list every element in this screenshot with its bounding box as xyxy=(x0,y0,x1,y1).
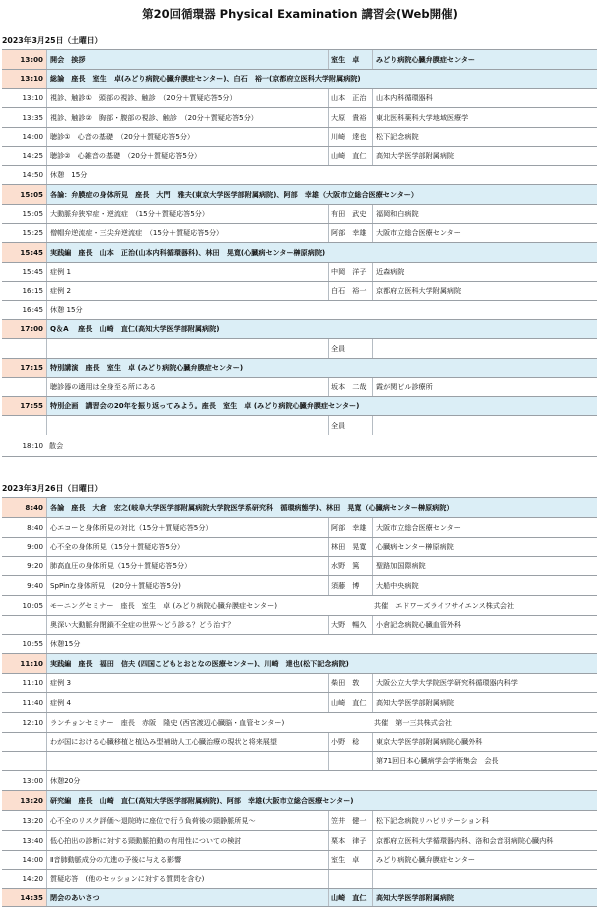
schedule-row xyxy=(2,810,597,830)
affiliation-cell: 高知大学医学部附属病院 xyxy=(372,889,597,906)
time-cell: 14:50 xyxy=(22,170,43,180)
time-cell: 13:10 xyxy=(22,93,43,103)
schedule-row xyxy=(2,204,597,223)
time-cell: 11:10 xyxy=(2,654,46,673)
session-title-cell: 特別講演 座長 室生 卓 (みどり病院心臓弁膜症センター) xyxy=(46,359,597,377)
speaker-name-cell: 柴田 敦 xyxy=(328,674,372,692)
sponsor-cell: 共催 エドワーズライフサイエンス株式会社 xyxy=(374,600,515,610)
time-cell: 15:45 xyxy=(2,243,46,262)
time-cell: 13:35 xyxy=(22,112,43,122)
day1-schedule-table xyxy=(2,49,597,457)
time-cell: 10:05 xyxy=(22,600,43,610)
session-row xyxy=(2,712,597,732)
schedule-row xyxy=(2,732,597,751)
time-cell xyxy=(2,733,46,751)
content-cell: 肺高血圧の身体所見（15分＋質疑応答5分） xyxy=(46,557,328,575)
affiliation-cell xyxy=(372,339,597,358)
schedule-row xyxy=(2,435,597,457)
speaker-name-cell: 山本 正治 xyxy=(328,89,372,107)
affiliation-cell: みどり病院心臓弁膜症センター xyxy=(372,50,597,69)
schedule-row xyxy=(2,377,597,396)
time-cell: 15:05 xyxy=(22,209,43,219)
schedule-row xyxy=(2,223,597,242)
schedule-row xyxy=(2,107,597,127)
session-row xyxy=(2,242,597,262)
session-title-cell: モーニングセミナー 座長 室生 卓 (みどり病院心臓弁膜症センター) xyxy=(46,596,372,615)
affiliation-cell: 京都府立医科大学循環器内科、洛和会音羽病院心臓内科 xyxy=(372,831,597,850)
speaker-name-cell: 水野 篤 xyxy=(328,557,372,575)
speaker-name-cell: 林田 晃寛 xyxy=(328,538,372,556)
content-cell: 症例 1 xyxy=(46,263,328,281)
time-cell: 13:40 xyxy=(22,835,43,845)
session-row xyxy=(2,595,597,615)
speaker-name-cell xyxy=(328,752,372,770)
content-cell: 散会 xyxy=(49,440,64,450)
content-cell xyxy=(46,339,328,358)
session-row xyxy=(2,358,597,377)
affiliation-cell: 心臓病センター榊原病院 xyxy=(372,538,597,556)
session-title-cell: Q＆A 座長 山崎 直仁(高知大学医学部附属病院) xyxy=(46,320,597,338)
time-cell: 14:25 xyxy=(22,151,43,161)
time-cell: 8:40 xyxy=(2,498,46,517)
time-cell: 13:00 xyxy=(2,50,46,69)
time-cell: 14:00 xyxy=(22,132,43,142)
time-cell: 11:10 xyxy=(22,678,43,688)
speaker-name-cell: 山崎 直仁 xyxy=(328,889,372,906)
day2-date: 2023年3月26日（日曜日） xyxy=(2,484,103,493)
speaker-name-cell: 坂本 二哉 xyxy=(328,378,372,396)
session-row xyxy=(2,497,597,517)
speaker-name-cell: 全員 xyxy=(328,339,372,358)
session-title-cell: 各論 座長 大倉 宏之(岐阜大学医学部附属病院大学院医学系研究科 循環病態学)、林田 晃寛（心臓病センター榊原病院） xyxy=(46,498,597,517)
content-cell xyxy=(46,752,328,770)
day1-date: 2023年3月25日（土曜日） xyxy=(2,36,103,45)
schedule-row xyxy=(2,906,597,907)
content-cell: 症例 4 xyxy=(46,693,328,712)
affiliation-cell: 東京大学医学部附属病院心臓外科 xyxy=(372,733,597,751)
schedule-row xyxy=(2,751,597,770)
speaker-name-cell: 山崎 直仁 xyxy=(328,693,372,712)
speaker-name-cell: 笠井 健一 xyxy=(328,811,372,830)
content-cell: わが国における心臓移植と植込み型補助人工心臓治療の現状と将来展望 xyxy=(46,733,328,751)
schedule-row xyxy=(2,869,597,888)
session-row xyxy=(2,49,597,69)
session-title-cell: 特別企画 講習会の20年を振り返ってみよう。座長 室生 卓 (みどり病院心臓弁膜症センター) xyxy=(46,397,597,415)
time-cell: 16:15 xyxy=(22,286,43,296)
speaker-name-cell: 大野 暢久 xyxy=(328,616,372,634)
time-cell xyxy=(2,616,46,634)
content-cell: Ⅱ音肺動脈成分の亢進の予後に与える影響 xyxy=(46,851,328,869)
affiliation-cell: 聖路加国際病院 xyxy=(372,557,597,575)
speaker-name-cell: 全員 xyxy=(328,416,372,435)
schedule-row xyxy=(2,146,597,165)
affiliation-cell xyxy=(372,870,597,888)
break-row xyxy=(2,300,597,319)
time-cell: 13:00 xyxy=(22,775,43,785)
schedule-row xyxy=(2,830,597,850)
time-cell: 15:05 xyxy=(2,185,46,204)
content-cell: 症例 3 xyxy=(46,674,328,692)
content-cell: 開会 挨拶 xyxy=(46,50,328,69)
break-row xyxy=(2,770,597,790)
affiliation-cell: 小倉記念病院心臓血管外科 xyxy=(372,616,597,634)
speaker-name-cell: 小野 稔 xyxy=(328,733,372,751)
schedule-row xyxy=(2,556,597,575)
session-title-cell: 実践編 座長 福田 信夫 (四国こどもとおとなの医療センター)、川崎 達也(松下記念病院) xyxy=(46,654,597,673)
affiliation-cell: 京都府立医科大学附属病院 xyxy=(372,282,597,300)
schedule-row xyxy=(2,517,597,537)
content-cell: 低心拍出の診断に対する頸動脈拍動の有用性についての検討 xyxy=(46,831,328,850)
time-cell xyxy=(2,416,46,435)
time-cell: 14:35 xyxy=(2,889,46,906)
time-cell: 10:55 xyxy=(22,639,43,649)
time-cell: 17:15 xyxy=(2,359,46,377)
time-cell: 9:00 xyxy=(27,542,43,552)
content-cell xyxy=(46,416,328,435)
content-cell: 僧帽弁逆流症・三尖弁逆流症 （15分＋質疑応答5分） xyxy=(46,224,328,242)
session-title-cell: ランチョンセミナー 座長 赤阪 隆史 (西宮渡辺心臓脳・血管センター) xyxy=(46,713,372,732)
speaker-name-cell: 山崎 直仁 xyxy=(328,147,372,165)
speaker-name-cell: 室生 卓 xyxy=(328,851,372,869)
time-cell: 12:10 xyxy=(22,717,43,727)
time-cell: 15:45 xyxy=(22,267,43,277)
time-cell: 16:45 xyxy=(22,305,43,315)
affiliation-cell xyxy=(372,416,597,435)
affiliation-cell: 福岡和白病院 xyxy=(372,205,597,223)
session-title-cell: 総論 座長 室生 卓(みどり病院心臓弁膜症センター)、白石 裕一(京都府立医科大学附属病院) xyxy=(46,70,597,88)
session-row xyxy=(2,790,597,810)
schedule-row xyxy=(2,281,597,300)
schedule-row xyxy=(2,415,597,435)
speaker-name-cell xyxy=(328,870,372,888)
time-cell xyxy=(2,752,46,770)
time-cell: 14:00 xyxy=(22,855,43,865)
affiliation-cell: 近森病院 xyxy=(372,263,597,281)
session-title-cell: 各論：弁膜症の身体所見 座長 大門 雅夫(東京大学医学部附属病院)、阿部 幸雄（大阪市立総合医療センター） xyxy=(46,185,597,204)
schedule-row xyxy=(2,615,597,634)
affiliation-cell: 大船中央病院 xyxy=(372,576,597,595)
session-title-cell: 実践編 座長 山本 正治(山本内科循環器科)、林田 晃寛(心臓病センター榊原病院) xyxy=(46,243,597,262)
content-cell: 心不全のリスク評価〜退院時に座位で行う負荷後の頸静脈所見〜 xyxy=(46,811,328,830)
session-row xyxy=(2,396,597,415)
affiliation-cell: 東北医科薬科大学地域医療学 xyxy=(372,108,597,127)
session-row xyxy=(2,184,597,204)
affiliation-cell: 松下記念病院 xyxy=(372,128,597,146)
time-cell: 9:20 xyxy=(27,561,43,571)
schedule-row xyxy=(2,262,597,281)
time-cell: 17:55 xyxy=(2,397,46,415)
affiliation-cell: 大阪市立総合医療センター xyxy=(372,518,597,537)
speaker-name-cell: 白石 裕一 xyxy=(328,282,372,300)
affiliation-cell: 高知大学医学部附属病院 xyxy=(372,147,597,165)
speaker-name-cell: 室生 卓 xyxy=(328,50,372,69)
affiliation-cell: 高知大学医学部附属病院 xyxy=(372,693,597,712)
time-cell: 8:40 xyxy=(27,522,43,532)
schedule-row xyxy=(2,692,597,712)
affiliation-cell: 第71回日本心臓病学会学術集会 会長 xyxy=(372,752,597,770)
affiliation-cell: 山本内科循環器科 xyxy=(372,89,597,107)
content-cell: 視診、触診② 胸部・腹部の視診、触診 （20分＋質疑応答5分） xyxy=(46,108,328,127)
schedule-row xyxy=(2,127,597,146)
speaker-name-cell: 栗本 律子 xyxy=(328,831,372,850)
session-row xyxy=(2,653,597,673)
affiliation-cell: 霞が関ビル診療所 xyxy=(372,378,597,396)
speaker-name-cell: 中岡 洋子 xyxy=(328,263,372,281)
affiliation-cell: 大阪公立大学大学院医学研究科循環器内科学 xyxy=(372,674,597,692)
session-row xyxy=(2,319,597,338)
session-title-cell: 研究編 座長 山崎 直仁(高知大学医学部附属病院)、阿部 幸雄(大阪市立総合医療センター) xyxy=(46,791,597,810)
break-row xyxy=(2,634,597,653)
content-cell: 聴診① 心音の基礎 （20分＋質疑応答5分） xyxy=(46,128,328,146)
affiliation-cell: 松下記念病院リハビリテーション科 xyxy=(372,811,597,830)
time-cell: 15:25 xyxy=(22,228,43,238)
speaker-name-cell: 須藤 博 xyxy=(328,576,372,595)
content-cell: 視診、触診① 頭部の視診、触診 （20分＋質疑応答5分） xyxy=(46,89,328,107)
time-cell xyxy=(2,378,46,396)
page-title: 第20回循環器 Physical Examination 講習会(Web開催) xyxy=(142,7,458,21)
content-cell: 閉会のあいさつ xyxy=(46,889,328,906)
schedule-row xyxy=(2,537,597,556)
time-cell: 18:10 xyxy=(22,440,43,450)
schedule-row xyxy=(2,850,597,869)
speaker-name-cell: 川崎 達也 xyxy=(328,128,372,146)
content-cell: 心エコーと身体所見の対比（15分＋質疑応答5分） xyxy=(46,518,328,537)
schedule-row xyxy=(2,338,597,358)
schedule-row xyxy=(2,575,597,595)
time-cell: 13:20 xyxy=(2,791,46,810)
content-cell: 聴診② 心雑音の基礎 （20分＋質疑応答5分） xyxy=(46,147,328,165)
time-cell: 17:00 xyxy=(2,320,46,338)
content-cell: 聴診器の適用は全身至る所にある xyxy=(46,378,328,396)
session-row xyxy=(2,69,597,88)
session-title-cell: 休憩20分 xyxy=(46,771,597,790)
time-cell xyxy=(2,339,46,358)
sponsor-cell: 共催 第一三共株式会社 xyxy=(374,717,453,727)
break-row xyxy=(2,165,597,184)
time-cell: 13:20 xyxy=(22,815,43,825)
content-cell: 奥深い大動脈弁閉鎖不全症の世界〜どう診る？どう治す？ xyxy=(46,616,328,634)
affiliation-cell: みどり病院心臓弁膜症センター xyxy=(372,851,597,869)
content-cell: SpPinな身体所見 (20分＋質疑応答5分) xyxy=(46,576,328,595)
time-cell: 11:40 xyxy=(22,697,43,707)
session-title-cell: 休憩 15分 xyxy=(46,301,597,319)
speaker-name-cell: 阿部 幸雄 xyxy=(328,518,372,537)
day2-schedule-table xyxy=(2,497,597,907)
session-title-cell: 休憩 15分 xyxy=(46,166,597,184)
content-cell: 大動脈弁狭窄症・逆流症 （15分＋質疑応答5分） xyxy=(46,205,328,223)
schedule-row xyxy=(2,673,597,692)
time-cell: 9:40 xyxy=(27,580,43,590)
speaker-name-cell: 大原 貴裕 xyxy=(328,108,372,127)
content-cell: 心不全の身体所見（15分＋質疑応答5分） xyxy=(46,538,328,556)
schedule-row xyxy=(2,88,597,107)
session-title-cell: 休憩15分 xyxy=(46,635,597,653)
time-cell: 13:10 xyxy=(2,70,46,88)
speaker-name-cell: 阿部 幸雄 xyxy=(328,224,372,242)
affiliation-cell: 大阪市立総合医療センター xyxy=(372,224,597,242)
content-cell: 質疑応答 (他のセッションに対する質問を含む) xyxy=(46,870,328,888)
speaker-name-cell: 有田 武史 xyxy=(328,205,372,223)
content-cell: 症例 2 xyxy=(46,282,328,300)
session-row xyxy=(2,888,597,906)
time-cell: 14:20 xyxy=(22,874,43,884)
